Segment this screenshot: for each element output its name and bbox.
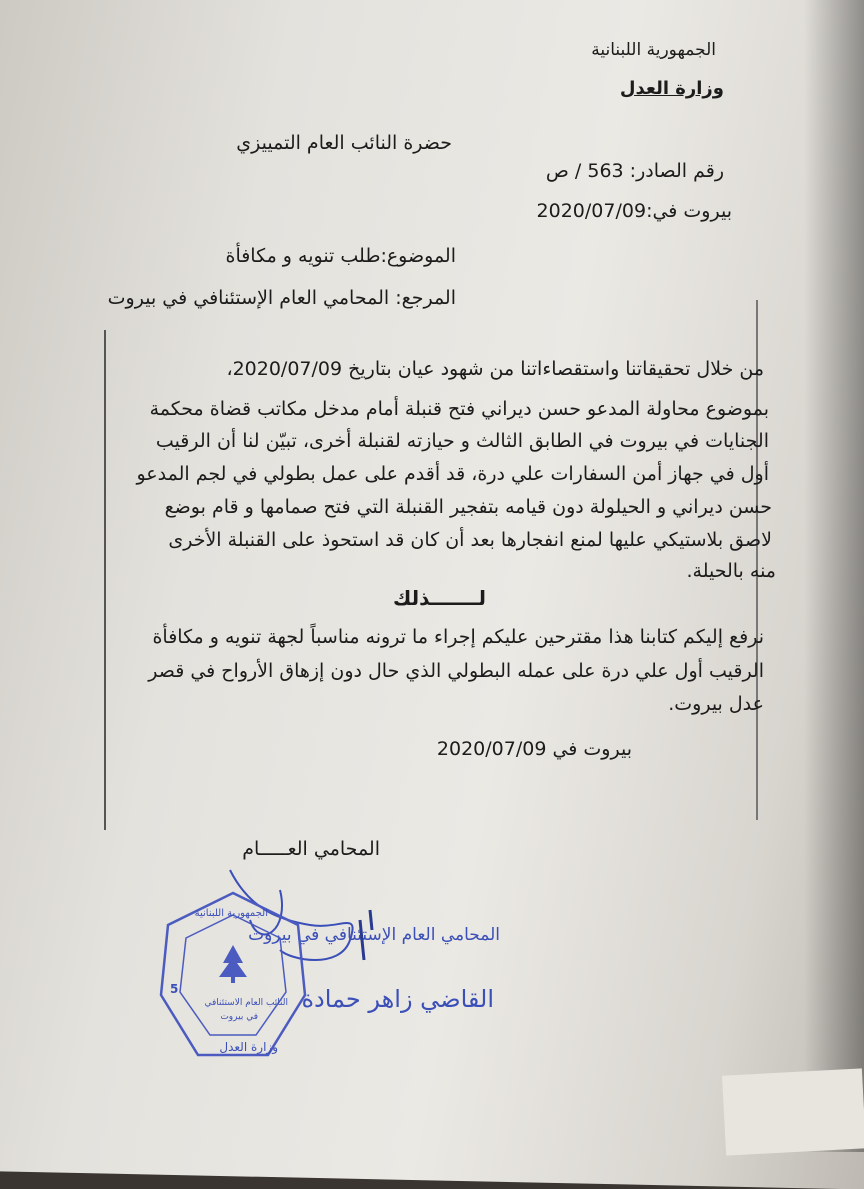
request-line-1: نرفع إليكم كتابنا هذا مقترحين عليكم إجراء ما ترونه مناسباً لجهة تنويه و مكافأة (152, 626, 764, 648)
stamp-title: المحامي العام الإستئنافي في بيروت (248, 925, 500, 945)
stamp-center-text-2: في بيروت (220, 1012, 258, 1022)
stamp-number: 5 (170, 982, 179, 996)
request-line-2: الرقيب أول علي درة على عمله البطولي الذي حال دون إزهاق الأرواح في قصر (148, 660, 764, 682)
stamp-top-text: الجمهورية اللبنانية (194, 908, 268, 919)
body-line-4: أول في جهاز أمن السفارات علي درة، قد أقدم على عمل بطولي في لجم المدعو (136, 463, 769, 485)
republic-header: الجمهورية اللبنانية (591, 40, 716, 60)
official-stamp (158, 890, 308, 1065)
body-line-3: الجنايات في بيروت في الطابق الثالث و حيازته لقنبلة أخرى، تبيّن لنا أن الرقيب (155, 430, 769, 452)
body-line-5: حسن ديراني و الحيلولة دون قيامه بتفجير القنبلة التي فتح صمامها و قام بوضع (164, 496, 772, 518)
ministry-header: وزارة العدل (619, 78, 724, 99)
body-line-2: بموضوع محاولة المدعو حسن ديراني فتح قنبلة أمام مدخل مكاتب قضاة محكمة (149, 398, 769, 420)
signatory-title: المحامي العـــــام (242, 838, 380, 860)
background-paper-corner (722, 1068, 864, 1155)
addressee: حضرة النائب العام التمييزي (236, 132, 452, 154)
reference-number: رقم الصادر: 563 / ص (545, 160, 724, 182)
stamp-bottom-text: وزارة العدل (219, 1040, 278, 1054)
date-top: بيروت في:2020/07/09 (536, 200, 732, 222)
margin-line (104, 330, 106, 830)
page-shadow (804, 0, 864, 1152)
reference-line: المرجع: المحامي العام الإستئنافي في بيروت (107, 287, 456, 309)
body-line-7: منه بالحيلة. (686, 560, 776, 582)
therefore-heading: لـــــــذلك (392, 586, 486, 610)
request-line-3: عدل بيروت. (668, 693, 764, 715)
judge-name: القاضي زاهر حمادة (301, 985, 494, 1013)
date-bottom: بيروت في 2020/07/09 (436, 738, 632, 760)
stamp-center-text: النائب العام الاستئنافي (204, 998, 288, 1008)
body-line-1: من خلال تحقيقاتنا واستقصاءاتنا من شهود عيان بتاريخ 2020/07/09، (226, 358, 764, 380)
subject-line: الموضوع:طلب تنويه و مكافأة (225, 245, 456, 267)
body-line-6: لاصق بلاستيكي عليها لمنع انفجارها بعد أن كان قد استحوذ على القنبلة الأخرى (168, 529, 772, 551)
